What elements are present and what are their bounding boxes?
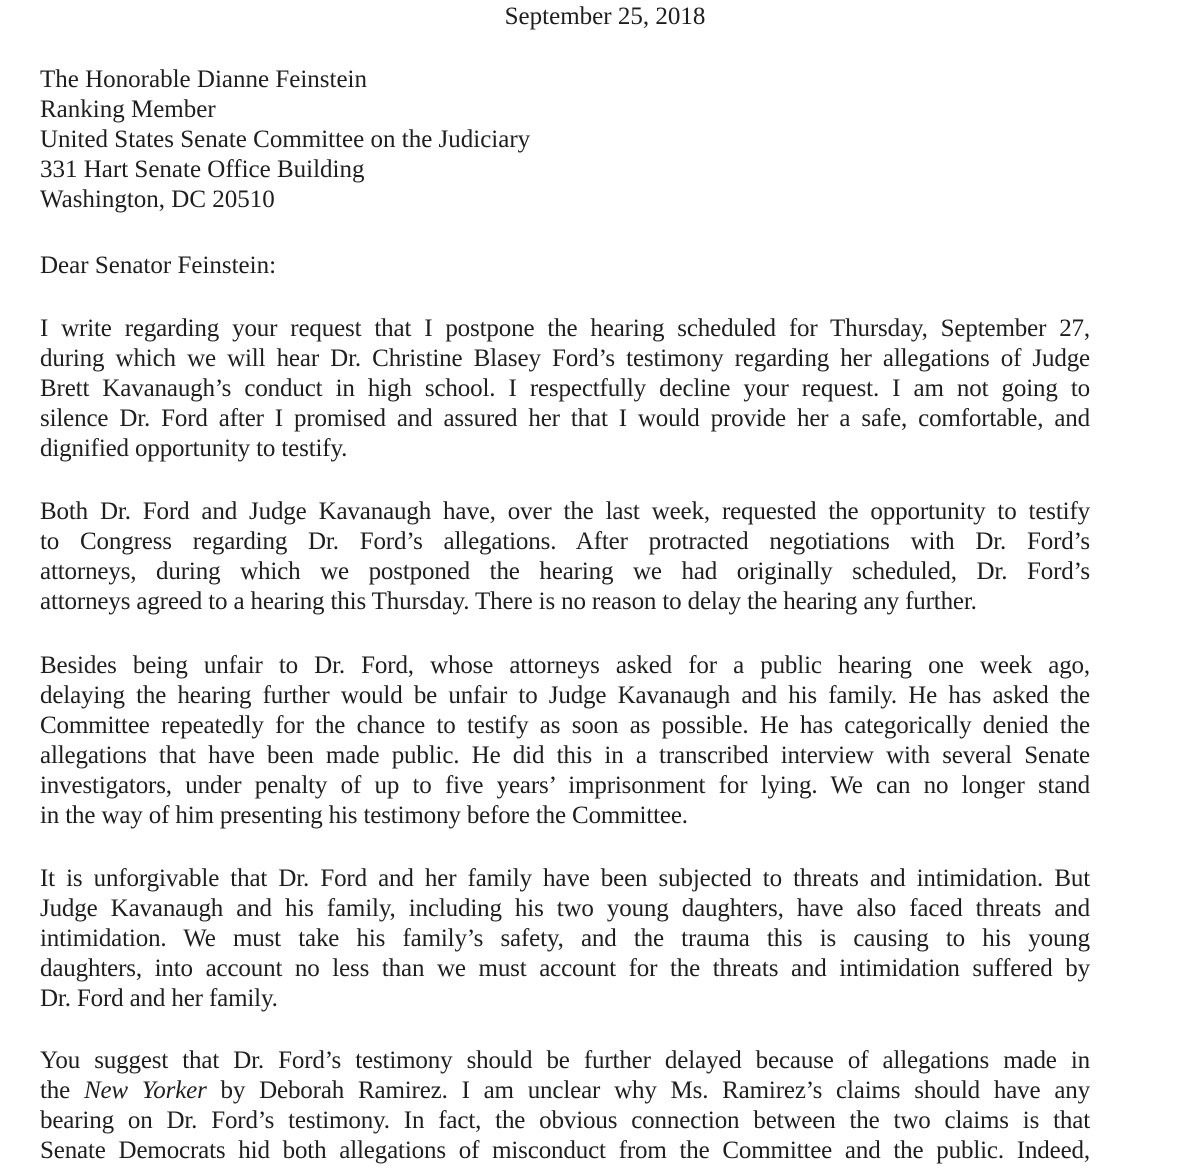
paragraph-line: Both Dr. Ford and Judge Kavanaugh have, over the last week, requested the opportunity to testify <box>40 498 1090 525</box>
paragraph-line: Senate Democrats hid both allegations of misconduct from the Committee and the public. Indeed, <box>40 1137 1090 1164</box>
paragraph-line <box>40 1076 1090 1106</box>
paragraph-line: attorneys agreed to a hearing this Thursday. There is no reason to delay the hearing any further. <box>40 588 977 615</box>
paragraph-line: I write regarding your request that I postpone the hearing scheduled for Thursday, September 27, <box>40 315 1090 342</box>
paragraph-line: It is unforgivable that Dr. Ford and her family have been subjected to threats and intimidation. But <box>40 865 1090 892</box>
text-run: by Deborah Ramirez. I am unclear why Ms. Ramirez’s claims should have any <box>206 1077 1090 1104</box>
paragraph-line: allegations that have been made public. He did this in a transcribed interview with several Senate <box>40 742 1090 769</box>
recipient-city: Washington, DC 20510 <box>40 186 275 213</box>
paragraph-line: dignified opportunity to testify. <box>40 435 348 462</box>
paragraph-line: Brett Kavanaugh’s conduct in high school. I respectfully decline your request. I am not going to <box>40 375 1090 402</box>
paragraph-line: silence Dr. Ford after I promised and assured her that I would provide her a safe, comfortable, and <box>40 405 1090 432</box>
paragraph-line: investigators, under penalty of up to five years’ imprisonment for lying. We can no longer stand <box>40 772 1090 799</box>
paragraph-line: delaying the hearing further would be unfair to Judge Kavanaugh and his family. He has asked the <box>40 682 1090 709</box>
paragraph-line: bearing on Dr. Ford’s testimony. In fact, the obvious connection between the two claims is that <box>40 1107 1090 1134</box>
recipient-name: The Honorable Dianne Feinstein <box>40 66 367 93</box>
paragraph-line: to Congress regarding Dr. Ford’s allegations. After protracted negotiations with Dr. Ford’s <box>40 528 1090 555</box>
letter-date: September 25, 2018 <box>504 3 706 30</box>
paragraph-line: during which we will hear Dr. Christine Blasey Ford’s testimony regarding her allegations of Judge <box>40 345 1090 372</box>
recipient-organization: United States Senate Committee on the Judiciary <box>40 126 531 153</box>
paragraph-line: Judge Kavanaugh and his family, including his two young daughters, have also faced threats and <box>40 895 1090 922</box>
publication-name-italic: New Yorker <box>83 1077 207 1104</box>
recipient-address-block <box>40 65 530 215</box>
paragraph-line: attorneys, during which we postponed the hearing we had originally scheduled, Dr. Ford’s <box>40 558 1090 585</box>
paragraph-1 <box>40 314 1090 464</box>
paragraph-3 <box>40 651 1090 831</box>
paragraph-5 <box>40 1046 1090 1166</box>
paragraph-line: in the way of him presenting his testimony before the Committee. <box>40 802 688 829</box>
paragraph-4 <box>40 864 1090 1014</box>
recipient-street: 331 Hart Senate Office Building <box>40 156 365 183</box>
text-run: the <box>40 1077 84 1104</box>
paragraph-line: Besides being unfair to Dr. Ford, whose attorneys asked for a public hearing one week ago, <box>40 652 1090 679</box>
salutation: Dear Senator Feinstein: <box>40 252 277 279</box>
paragraph-line: Committee repeatedly for the chance to testify as soon as possible. He has categorically denied the <box>40 712 1090 739</box>
paragraph-2 <box>40 497 1090 617</box>
paragraph-line: intimidation. We must take his family’s safety, and the trauma this is causing to his young <box>40 925 1090 952</box>
paragraph-line: You suggest that Dr. Ford’s testimony should be further delayed because of allegations made in <box>40 1047 1090 1074</box>
recipient-title: Ranking Member <box>40 96 216 123</box>
paragraph-line: daughters, into account no less than we must account for the threats and intimidation suffered by <box>40 955 1090 982</box>
paragraph-line: Dr. Ford and her family. <box>40 985 278 1012</box>
